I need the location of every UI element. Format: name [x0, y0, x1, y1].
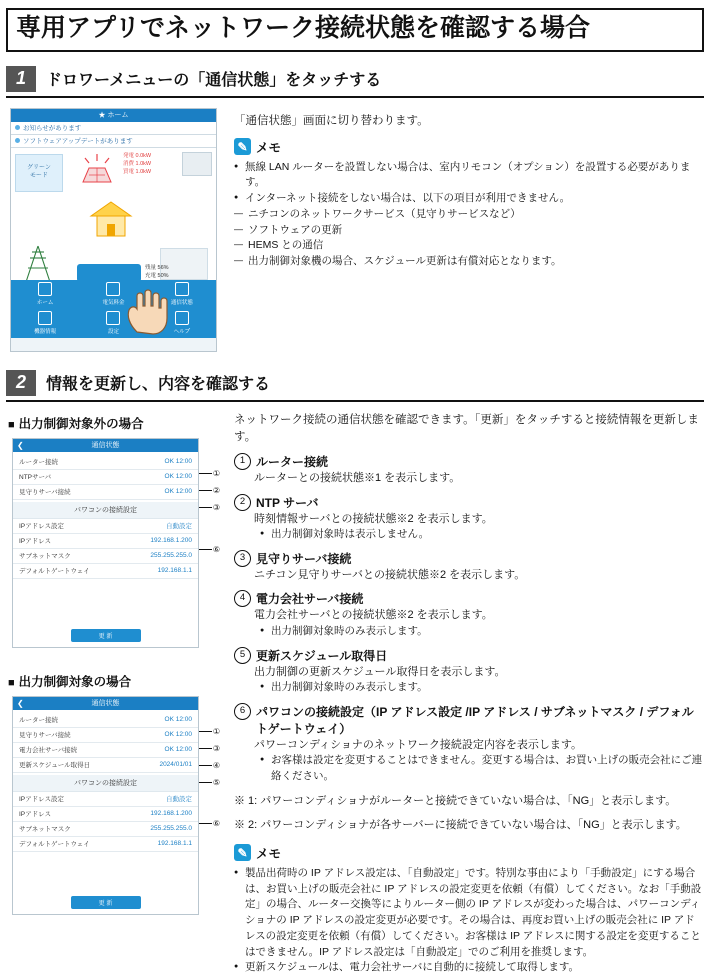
memo-bullets-2	[234, 866, 704, 976]
app-notice-label-2: ソフトウェアアップデートがあります	[23, 136, 133, 145]
callout-3: ③	[213, 744, 220, 753]
row-label: ルーター接続	[19, 457, 165, 466]
config-label: IPアドレス	[19, 536, 150, 545]
row-value: OK 12:00	[165, 716, 192, 723]
footnote-2: ※ 2: パワーコンディショナが各サーバーに接続できていない場合は、「NG」と表示します。	[234, 817, 704, 834]
callout-4: ④	[213, 761, 220, 770]
back-arrow-icon[interactable]: ❮	[17, 441, 24, 450]
step-2-intro: ネットワーク接続の通信状態を確認できます。「更新」をタッチすると接続情報を更新します。	[234, 412, 704, 448]
screen-a-config	[13, 519, 198, 579]
memo-label-2: メモ	[256, 844, 281, 862]
callout-1: ①	[213, 727, 220, 736]
purchase-value: 買電 1.0kW	[123, 168, 173, 176]
row-value: OK 12:00	[165, 458, 192, 465]
item-4-sub: ● 出力制御対象時のみ表示します。	[260, 624, 704, 640]
row-label: NTPサーバ	[19, 472, 165, 481]
menu-label-electricity: 電気料金	[102, 298, 124, 306]
network-icon	[175, 282, 189, 296]
back-arrow-icon[interactable]: ❮	[17, 699, 24, 708]
refresh-button-a[interactable]: 更 新	[71, 629, 141, 642]
step-1-body	[6, 108, 704, 352]
item-6-number: 6	[234, 703, 251, 720]
item-2-number: 2	[234, 494, 251, 511]
config-row	[13, 837, 198, 852]
item-5-sub: ● 出力制御対象時のみ表示します。	[260, 680, 704, 696]
hand-pointer-icon	[119, 282, 173, 336]
step-2-body	[6, 412, 704, 976]
item-6-head	[234, 703, 704, 737]
memo-header-1	[234, 138, 704, 156]
config-row	[13, 822, 198, 837]
app-home-screenshot	[10, 108, 217, 352]
row-label: 見守りサーバ接続	[19, 487, 165, 496]
numbered-list	[234, 453, 704, 785]
footnote-1: ※ 1: パワーコンディショナがルーターと接続できていない場合は、「NG」と表示します。	[234, 793, 704, 810]
memo-dash-list-1	[234, 207, 704, 270]
screen-a-header	[13, 439, 198, 452]
item-1-head	[234, 453, 704, 470]
step-1-lead: 「通信状態」画面に切り替わります。	[234, 112, 704, 128]
list-item-5	[234, 647, 704, 696]
config-value: 192.168.1.1	[158, 567, 192, 574]
step-2-header	[6, 370, 704, 402]
solar-panel-icon	[77, 152, 117, 188]
config-value: 255.255.255.0	[150, 825, 192, 832]
menu-label-help: ヘルプ	[174, 327, 191, 335]
item-4-head	[234, 590, 704, 607]
list-item-3	[234, 550, 704, 584]
callout-2: ②	[213, 486, 220, 495]
config-value: 192.168.1.200	[150, 537, 192, 544]
step-1-number: 1	[6, 66, 36, 92]
config-row	[13, 792, 198, 807]
screen-a-title: 通信状態	[92, 440, 120, 450]
list-item-1	[234, 453, 704, 487]
row-value: OK 12:00	[165, 488, 192, 495]
screen-a-row	[13, 470, 198, 485]
app-drawer-menu[interactable]	[11, 280, 216, 338]
config-label: サブネットマスク	[19, 551, 150, 560]
step-2-title: 情報を更新し、内容を確認する	[46, 371, 270, 394]
row-label: 電力会社サーバ接続	[19, 745, 165, 754]
item-2-sub: ● 出力制御対象時は表示しません。	[260, 527, 704, 543]
screen-b-section-title: パワコンの接続設定	[13, 775, 198, 792]
row-label: 更新スケジュール取得日	[19, 760, 159, 769]
screen-a-rows	[13, 452, 198, 502]
step-2-number: 2	[6, 370, 36, 396]
list-item-6	[234, 703, 704, 785]
config-row	[13, 564, 198, 579]
item-5-title: 更新スケジュール取得日	[256, 647, 387, 664]
screen-b-footer	[13, 892, 198, 914]
item-4-number: 4	[234, 590, 251, 607]
row-value: OK 12:00	[165, 746, 192, 753]
row-label: ルーター接続	[19, 715, 165, 724]
item-2-title: NTP サーバ	[256, 494, 319, 511]
row-value: OK 12:00	[165, 473, 192, 480]
config-row	[13, 534, 198, 549]
item-2-head	[234, 494, 704, 511]
step-1-text	[224, 108, 704, 352]
memo-block-2	[234, 844, 704, 976]
update-dot-icon	[15, 138, 20, 143]
callout-3: ③	[213, 503, 220, 512]
row-value: 2024/01/01	[159, 761, 192, 768]
config-value: 自動設定	[166, 521, 192, 530]
power-tower-icon	[21, 244, 55, 284]
home-icon	[38, 282, 52, 296]
memo2-bullet-2: ● 更新スケジュールは、電力会社サーバに自動的に接続して取得します。	[234, 960, 704, 976]
config-label: サブネットマスク	[19, 824, 150, 833]
item-4-body: 電力会社サーバとの接続状態※2 を表示します。	[254, 607, 704, 624]
subhead-control: ■ 出力制御対象の場合	[8, 672, 224, 690]
item-1-title: ルーター接続	[256, 453, 328, 470]
item-5-body: 出力制御の更新スケジュール取得日を表示します。	[254, 664, 704, 681]
screen-b-row	[13, 758, 198, 773]
screen-b-header	[13, 697, 198, 710]
item-3-number: 3	[234, 550, 251, 567]
screens-spacer	[6, 648, 224, 658]
config-label: デフォルトゲートウェイ	[19, 839, 158, 848]
consumption-value: 消費 1.0kW	[123, 160, 173, 168]
item-1-number: 1	[234, 453, 251, 470]
config-value: 自動設定	[166, 794, 192, 803]
row-label: 見守りサーバ接続	[19, 730, 165, 739]
screen-b-rows	[13, 710, 198, 775]
screen-a-row	[13, 485, 198, 500]
config-label: IPアドレス設定	[19, 521, 166, 530]
air-conditioner-icon	[182, 152, 212, 176]
item-3-title: 見守りサーバ接続	[256, 550, 351, 567]
app-status-bar: ★ ホーム	[11, 109, 216, 122]
list-item-4	[234, 590, 704, 639]
network-status-screen-b	[12, 696, 199, 915]
memo-bullets-1	[234, 160, 704, 207]
config-row	[13, 549, 198, 564]
menu-item-device-info[interactable]	[11, 309, 79, 338]
app-energy-flow	[11, 148, 216, 338]
step-2-screens	[6, 412, 224, 976]
item-6-title: パワコンの接続設定（IP アドレス設定 /IP アドレス / サブネットマスク / デフォルトゲートウェイ）	[256, 703, 704, 737]
memo-dash-4: — 出力制御対象機の場合、スケジュール更新は有償対応となります。	[234, 254, 704, 270]
memo-header-2	[234, 844, 704, 862]
list-item-2	[234, 494, 704, 543]
memo-bullet-2: ● インターネット接続をしない場合は、以下の項目が利用できません。	[234, 191, 704, 207]
config-value: 255.255.255.0	[150, 552, 192, 559]
memo-dash-1: — ニチコンのネットワークサービス（見守りサービスなど）	[234, 207, 704, 223]
menu-label-home: ホーム	[37, 298, 54, 306]
callout-5: ⑤	[213, 778, 220, 787]
screen-a-row	[13, 455, 198, 470]
house-icon	[89, 200, 133, 238]
item-2-body: 時刻情報サーバとの接続状態※2 を表示します。	[254, 511, 704, 528]
screen-b-config	[13, 792, 198, 852]
screen-b-row	[13, 728, 198, 743]
screen-b-row	[13, 743, 198, 758]
menu-label-network-status: 通信状態	[171, 298, 193, 306]
memo-icon: ✎	[234, 844, 251, 861]
config-label: デフォルトゲートウェイ	[19, 566, 158, 575]
refresh-button-b[interactable]: 更 新	[71, 896, 141, 909]
app-notice-row-1	[11, 122, 216, 135]
item-5-number: 5	[234, 647, 251, 664]
item-1-body: ルーターとの接続状態※1 を表示します。	[254, 470, 704, 487]
page-title: 専用アプリでネットワーク接続状態を確認する場合	[6, 8, 704, 52]
menu-label-device-info: 機器情報	[34, 327, 56, 335]
step-1-illustration	[6, 108, 224, 352]
subhead-non-control: ■ 出力制御対象外の場合	[8, 414, 224, 432]
battery-remaining: 残量 56%	[145, 265, 169, 271]
network-status-screen-a	[12, 438, 199, 648]
screen-b-spacer	[13, 852, 198, 892]
config-row	[13, 807, 198, 822]
config-label: IPアドレス	[19, 809, 150, 818]
item-5-head	[234, 647, 704, 664]
item-3-body: ニチコン見守りサーバとの接続状態※2 を表示します。	[254, 567, 704, 584]
screen-b-row	[13, 713, 198, 728]
notice-dot-icon	[15, 125, 20, 130]
config-label: IPアドレス設定	[19, 794, 166, 803]
question-icon	[175, 311, 189, 325]
generation-value: 発電 0.0kW	[123, 152, 173, 160]
step-2-text	[224, 412, 704, 976]
memo-dash-2: — ソフトウェアの更新	[234, 223, 704, 239]
memo-icon: ✎	[234, 138, 251, 155]
step-1-header	[6, 66, 704, 98]
item-3-head	[234, 550, 704, 567]
row-value: OK 12:00	[165, 731, 192, 738]
step-1-title: ドロワーメニューの「通信状態」をタッチする	[46, 67, 381, 90]
green-mode-card: グリーン モード	[15, 154, 63, 192]
battery-charge: 充電 50%	[145, 273, 169, 279]
memo-bullet-1: ● 無線 LAN ルーターを設置しない場合は、室内リモコン（オプション）を設置する必要があります。	[234, 160, 704, 192]
screen-a-footer	[13, 625, 198, 647]
app-notice-label-1: お知らせがあります	[23, 123, 81, 132]
callout-6: ⑥	[213, 819, 220, 828]
config-value: 192.168.1.1	[158, 840, 192, 847]
config-value: 192.168.1.200	[150, 810, 192, 817]
memo2-bullet-1: ● 製品出荷時の IP アドレス設定は、「自動設定」です。特別な事由により「手動設定」にする場合は、お買い上げの販売会社に IP アドレスの設定変更を依頼（有償）してください。なお「手動設定」の場合、ルーター交換等によりルーター側の IP アドレスが変わった場合は、パワーコンディショナの IP アドレスの設定変更が必要です。その場合は、再度お買い上げの販売会社に IP アドレスの設定変更を依頼（有償）してください。お客様は IP アドレスに関する設定を変更することはできません。IP アドレス設定は「自動設定」でのご利用を推奨します。	[234, 866, 704, 961]
screen-a-section-title: パワコンの接続設定	[13, 502, 198, 519]
callout-6: ⑥	[213, 545, 220, 554]
memo-dash-3: — HEMS との通信	[234, 238, 704, 254]
item-6-body: パワーコンディショナのネットワーク接続設定内容を表示します。	[254, 737, 704, 754]
screen-a-spacer	[13, 579, 198, 625]
item-6-sub: ● お客様は設定を変更することはできません。変更する場合は、お買い上げの販売会社にご連絡ください。	[260, 753, 704, 785]
generation-values	[123, 152, 173, 186]
info-icon	[38, 311, 52, 325]
manual-page	[0, 8, 710, 976]
screen-b-title: 通信状態	[92, 698, 120, 708]
callout-1: ①	[213, 469, 220, 478]
memo-label-1: メモ	[256, 138, 281, 156]
menu-label-settings: 設定	[108, 327, 119, 335]
config-row	[13, 519, 198, 534]
app-notice-row-2	[11, 135, 216, 148]
menu-item-home[interactable]	[11, 280, 79, 309]
item-4-title: 電力会社サーバ接続	[256, 590, 363, 607]
